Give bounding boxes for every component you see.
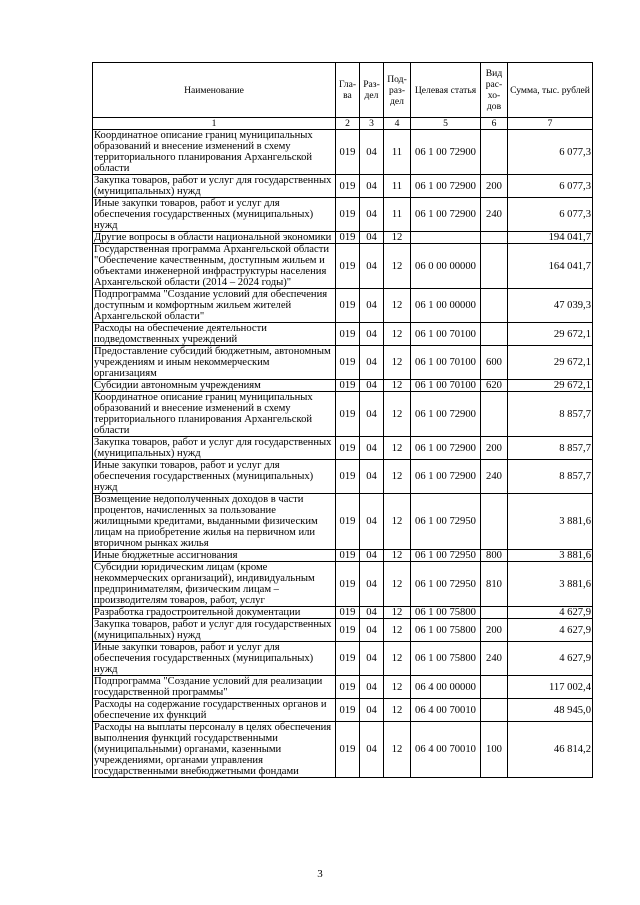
cell-summa: 48 945,0 (508, 699, 593, 722)
cell-summa: 29 672,1 (508, 380, 593, 392)
cell-vid (481, 289, 508, 323)
cell-celevaya: 06 4 00 00000 (411, 676, 481, 699)
table-row (93, 550, 593, 562)
table-row (93, 380, 593, 392)
table-row (93, 289, 593, 323)
column-number: 4 (384, 118, 411, 130)
cell-podrazdel: 12 (384, 494, 411, 550)
cell-summa: 3 881,6 (508, 550, 593, 562)
cell-summa: 164 041,7 (508, 244, 593, 289)
cell-vid: 200 (481, 175, 508, 198)
cell-glava: 019 (336, 380, 360, 392)
cell-celevaya: 06 1 00 72950 (411, 550, 481, 562)
cell-name: Закупка товаров, работ и услуг для государственных (муниципальных) нужд (93, 175, 336, 198)
cell-celevaya: 06 1 00 72900 (411, 437, 481, 460)
cell-razdel: 04 (360, 289, 384, 323)
cell-summa: 29 672,1 (508, 323, 593, 346)
cell-vid: 600 (481, 346, 508, 380)
cell-podrazdel: 12 (384, 380, 411, 392)
cell-glava: 019 (336, 642, 360, 676)
cell-vid (481, 244, 508, 289)
cell-glava: 019 (336, 175, 360, 198)
cell-vid: 620 (481, 380, 508, 392)
cell-name: Подпрограмма "Создание условий для обеспечения доступным и комфортным жильем жителей Архангельской области" (93, 289, 336, 323)
cell-razdel: 04 (360, 380, 384, 392)
cell-name: Субсидии автономным учреждениям (93, 380, 336, 392)
cell-podrazdel: 12 (384, 392, 411, 437)
cell-podrazdel: 11 (384, 130, 411, 175)
table-row (93, 676, 593, 699)
cell-name: Подпрограмма "Создание условий для реализации государственной программы" (93, 676, 336, 699)
cell-razdel: 04 (360, 460, 384, 494)
cell-glava: 019 (336, 437, 360, 460)
page-number: 3 (317, 868, 323, 880)
table-row (93, 437, 593, 460)
header-celevaya: Целевая статья (411, 63, 481, 118)
table-row (93, 232, 593, 244)
cell-celevaya: 06 1 00 75800 (411, 607, 481, 619)
cell-razdel: 04 (360, 232, 384, 244)
cell-podrazdel: 12 (384, 437, 411, 460)
cell-celevaya: 06 1 00 75800 (411, 642, 481, 676)
cell-glava: 019 (336, 244, 360, 289)
cell-celevaya: 06 1 00 75800 (411, 619, 481, 642)
column-number: 3 (360, 118, 384, 130)
cell-podrazdel: 12 (384, 346, 411, 380)
cell-razdel: 04 (360, 676, 384, 699)
cell-name: Иные бюджетные ассигнования (93, 550, 336, 562)
column-number: 2 (336, 118, 360, 130)
cell-vid: 240 (481, 198, 508, 232)
cell-razdel: 04 (360, 323, 384, 346)
cell-celevaya: 06 1 00 72900 (411, 392, 481, 437)
cell-glava: 019 (336, 699, 360, 722)
cell-celevaya: 06 1 00 00000 (411, 289, 481, 323)
cell-celevaya: 06 1 00 70100 (411, 346, 481, 380)
cell-glava: 019 (336, 676, 360, 699)
cell-vid (481, 699, 508, 722)
cell-vid: 810 (481, 562, 508, 607)
cell-podrazdel: 11 (384, 198, 411, 232)
column-number: 5 (411, 118, 481, 130)
header-vid: Вид рас-хо-дов (481, 63, 508, 118)
cell-summa: 3 881,6 (508, 494, 593, 550)
cell-podrazdel: 12 (384, 550, 411, 562)
cell-vid: 200 (481, 437, 508, 460)
cell-summa: 4 627,9 (508, 642, 593, 676)
cell-razdel: 04 (360, 699, 384, 722)
cell-vid: 100 (481, 722, 508, 778)
cell-vid (481, 130, 508, 175)
column-number: 7 (508, 118, 593, 130)
cell-celevaya: 06 1 00 70100 (411, 323, 481, 346)
table-row (93, 562, 593, 607)
cell-razdel: 04 (360, 619, 384, 642)
cell-podrazdel: 12 (384, 699, 411, 722)
cell-glava: 019 (336, 550, 360, 562)
cell-glava: 019 (336, 346, 360, 380)
table-row (93, 175, 593, 198)
cell-name: Расходы на обеспечение деятельности подведомственных учреждений (93, 323, 336, 346)
cell-name: Расходы на выплаты персоналу в целях обеспечения выполнения функций государственными (муниципальными) органами, казенными учреждениями, органами управления государственными внебюджетными фондами (93, 722, 336, 778)
cell-summa: 8 857,7 (508, 460, 593, 494)
cell-vid (481, 232, 508, 244)
cell-summa: 4 627,9 (508, 607, 593, 619)
cell-podrazdel: 12 (384, 607, 411, 619)
table-row (93, 722, 593, 778)
cell-podrazdel: 12 (384, 323, 411, 346)
cell-podrazdel: 12 (384, 562, 411, 607)
cell-razdel: 04 (360, 392, 384, 437)
header-summa: Сумма, тыс. рублей (508, 63, 593, 118)
cell-name: Субсидии юридическим лицам (кроме некоммерческих организаций), индивидуальным предпринимателям, физическим лицам – производителям товаров, работ, услуг (93, 562, 336, 607)
cell-podrazdel: 12 (384, 232, 411, 244)
cell-podrazdel: 12 (384, 244, 411, 289)
cell-celevaya: 06 4 00 70010 (411, 722, 481, 778)
cell-podrazdel: 12 (384, 619, 411, 642)
cell-vid: 800 (481, 550, 508, 562)
header-name: Наименование (93, 63, 336, 118)
header-razdel: Раз-дел (360, 63, 384, 118)
cell-summa: 194 041,7 (508, 232, 593, 244)
cell-razdel: 04 (360, 607, 384, 619)
table-row (93, 198, 593, 232)
cell-name: Иные закупки товаров, работ и услуг для обеспечения государственных (муниципальных) нужд (93, 198, 336, 232)
cell-name: Координатное описание границ муниципальных образований и внесение изменений в схему территориального планирования Архангельской области (93, 130, 336, 175)
cell-celevaya (411, 232, 481, 244)
cell-summa: 3 881,6 (508, 562, 593, 607)
cell-celevaya: 06 1 00 72950 (411, 494, 481, 550)
cell-podrazdel: 12 (384, 722, 411, 778)
header-podrazdel: Под-раз-дел (384, 63, 411, 118)
cell-name: Возмещение недополученных доходов в части процентов, начисленных за пользование жилищными кредитами, выданными физическим лицам на приобретение жилья на первичном или вторичном рынках жилья (93, 494, 336, 550)
table-row (93, 346, 593, 380)
header-row (93, 63, 593, 118)
cell-glava: 019 (336, 460, 360, 494)
cell-vid: 200 (481, 619, 508, 642)
cell-summa: 8 857,7 (508, 392, 593, 437)
cell-celevaya: 06 1 00 72900 (411, 175, 481, 198)
cell-podrazdel: 12 (384, 642, 411, 676)
cell-summa: 6 077,3 (508, 130, 593, 175)
cell-celevaya: 06 4 00 70010 (411, 699, 481, 722)
cell-name: Разработка градостроительной документации (93, 607, 336, 619)
cell-glava: 019 (336, 392, 360, 437)
table-row (93, 642, 593, 676)
cell-razdel: 04 (360, 198, 384, 232)
table-row (93, 323, 593, 346)
cell-razdel: 04 (360, 130, 384, 175)
cell-celevaya: 06 1 00 72900 (411, 198, 481, 232)
cell-glava: 019 (336, 619, 360, 642)
table-row (93, 607, 593, 619)
cell-razdel: 04 (360, 550, 384, 562)
table-row (93, 699, 593, 722)
cell-celevaya: 06 1 00 72900 (411, 460, 481, 494)
cell-summa: 29 672,1 (508, 346, 593, 380)
cell-summa: 46 814,2 (508, 722, 593, 778)
cell-glava: 019 (336, 494, 360, 550)
table-row (93, 244, 593, 289)
cell-vid (481, 676, 508, 699)
cell-name: Другие вопросы в области национальной экономики (93, 232, 336, 244)
table-row (93, 392, 593, 437)
cell-vid (481, 494, 508, 550)
cell-name: Координатное описание границ муниципальных образований и внесение изменений в схему территориального планирования Архангельской области (93, 392, 336, 437)
cell-summa: 4 627,9 (508, 619, 593, 642)
column-number: 1 (93, 118, 336, 130)
column-number: 6 (481, 118, 508, 130)
cell-glava: 019 (336, 289, 360, 323)
cell-vid (481, 323, 508, 346)
cell-glava: 019 (336, 562, 360, 607)
cell-glava: 019 (336, 607, 360, 619)
cell-razdel: 04 (360, 437, 384, 460)
cell-vid: 240 (481, 460, 508, 494)
cell-celevaya: 06 1 00 72900 (411, 130, 481, 175)
table-body (93, 130, 593, 778)
cell-glava: 019 (336, 198, 360, 232)
table-row (93, 460, 593, 494)
cell-razdel: 04 (360, 642, 384, 676)
cell-name: Государственная программа Архангельской области "Обеспечение качественным, доступным жильем и объектами инженерной инфраструктуры населения Архангельской области (2014 – 2024 годы)" (93, 244, 336, 289)
cell-razdel: 04 (360, 562, 384, 607)
cell-summa: 47 039,3 (508, 289, 593, 323)
header-glava: Гла-ва (336, 63, 360, 118)
column-number-row (93, 118, 593, 130)
cell-razdel: 04 (360, 494, 384, 550)
cell-summa: 8 857,7 (508, 437, 593, 460)
cell-name: Закупка товаров, работ и услуг для государственных (муниципальных) нужд (93, 619, 336, 642)
budget-table (92, 62, 593, 778)
cell-podrazdel: 12 (384, 289, 411, 323)
cell-celevaya: 06 1 00 72950 (411, 562, 481, 607)
table-row (93, 130, 593, 175)
cell-name: Иные закупки товаров, работ и услуг для обеспечения государственных (муниципальных) нужд (93, 460, 336, 494)
cell-glava: 019 (336, 130, 360, 175)
cell-vid (481, 607, 508, 619)
cell-podrazdel: 12 (384, 460, 411, 494)
cell-razdel: 04 (360, 346, 384, 380)
cell-summa: 117 002,4 (508, 676, 593, 699)
cell-name: Расходы на содержание государственных органов и обеспечение их функций (93, 699, 336, 722)
cell-glava: 019 (336, 232, 360, 244)
cell-summa: 6 077,3 (508, 198, 593, 232)
cell-razdel: 04 (360, 722, 384, 778)
cell-razdel: 04 (360, 175, 384, 198)
table-row (93, 494, 593, 550)
cell-glava: 019 (336, 323, 360, 346)
cell-podrazdel: 11 (384, 175, 411, 198)
cell-vid: 240 (481, 642, 508, 676)
cell-vid (481, 392, 508, 437)
table-row (93, 619, 593, 642)
cell-celevaya: 06 0 00 00000 (411, 244, 481, 289)
cell-celevaya: 06 1 00 70100 (411, 380, 481, 392)
cell-name: Предоставление субсидий бюджетным, автономным учреждениям и иным некоммерческим организациям (93, 346, 336, 380)
cell-podrazdel: 12 (384, 676, 411, 699)
cell-razdel: 04 (360, 244, 384, 289)
cell-summa: 6 077,3 (508, 175, 593, 198)
cell-name: Иные закупки товаров, работ и услуг для обеспечения государственных (муниципальных) нужд (93, 642, 336, 676)
cell-glava: 019 (336, 722, 360, 778)
cell-name: Закупка товаров, работ и услуг для государственных (муниципальных) нужд (93, 437, 336, 460)
